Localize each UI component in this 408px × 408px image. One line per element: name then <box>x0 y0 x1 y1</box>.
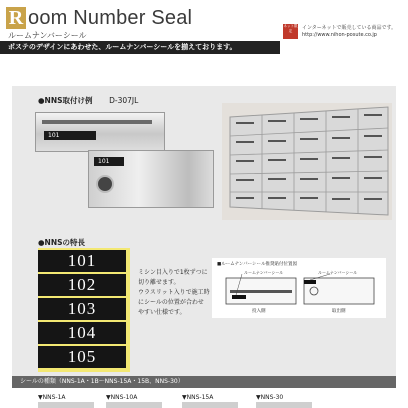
type-thumbnail <box>182 402 238 408</box>
badge-caption-line1: インターネットで販売している商品です。 <box>302 25 397 31</box>
feature-line: やすい仕様です。 <box>138 309 186 316</box>
title-initial: R <box>6 7 26 29</box>
type-thumbnail <box>106 402 162 408</box>
type-thumbnail <box>256 402 312 408</box>
type-label: ▼NNS-15A <box>182 394 214 401</box>
placement-diagram-drawing <box>212 258 386 318</box>
diagram-caption-right: 取出側 <box>332 309 346 314</box>
feature-line: ミシン目入りで1枚ずつに <box>138 269 208 276</box>
diagram-label-left: ルームナンバーシール <box>244 270 284 275</box>
page-subtitle: ルームナンバーシール <box>8 31 87 40</box>
type-label: ▼NNS-30 <box>256 394 284 401</box>
seal-types-bar: シールの種類（NNS-1A・1B〜NNS-15A・15B、NNS-30） <box>12 376 396 388</box>
feature-line: にシールの位置が合わせ <box>138 299 204 306</box>
title-text: oom Number Seal <box>28 6 193 29</box>
type-label: ▼NNS-1A <box>38 394 66 401</box>
mailbox-grid-image <box>222 103 392 220</box>
lead-banner: ポステのデザインにあわせた、ルームナンバーシールを揃えております。 <box>0 41 280 54</box>
number-plate: 104 <box>38 322 126 344</box>
dial-lock-icon <box>96 175 114 193</box>
number-plate: 105 <box>38 346 126 368</box>
feature-line: 切り離せます。 <box>138 279 180 286</box>
mailbox-wall-photo <box>222 103 392 220</box>
type-label: ▼NNS-10A <box>106 394 138 401</box>
type-thumbnail <box>38 402 94 408</box>
number-plate: 102 <box>38 274 126 296</box>
badge-caption-line2: http://www.nihon-posute.co.jp <box>302 32 377 38</box>
feature-description <box>138 268 210 318</box>
feature-line: ウラスリット入りで施工時 <box>138 289 210 296</box>
model-code: D-307JL <box>109 96 139 105</box>
diagram-caption-left: 投入側 <box>252 309 266 314</box>
placement-diagram <box>212 258 386 318</box>
mount-example-title: ●NNS取付け例 <box>38 96 93 105</box>
badge-caption <box>302 25 396 39</box>
mailbox-door-number-plate: 101 <box>94 157 124 166</box>
net-only-badge: ネット限定 <box>283 24 298 39</box>
page-title <box>6 6 192 30</box>
diagram-label-right: ルームナンバーシール <box>318 270 358 275</box>
mount-example-heading <box>38 95 138 106</box>
features-heading: ●NNSの特長 <box>38 238 85 247</box>
mailbox-number-plate: 101 <box>44 131 96 140</box>
number-plate: 101 <box>38 250 126 272</box>
diagram-title: ■ルームナンバーシール推奨貼付位置図 <box>217 262 297 267</box>
number-plate: 103 <box>38 298 126 320</box>
mail-slot <box>42 120 152 124</box>
